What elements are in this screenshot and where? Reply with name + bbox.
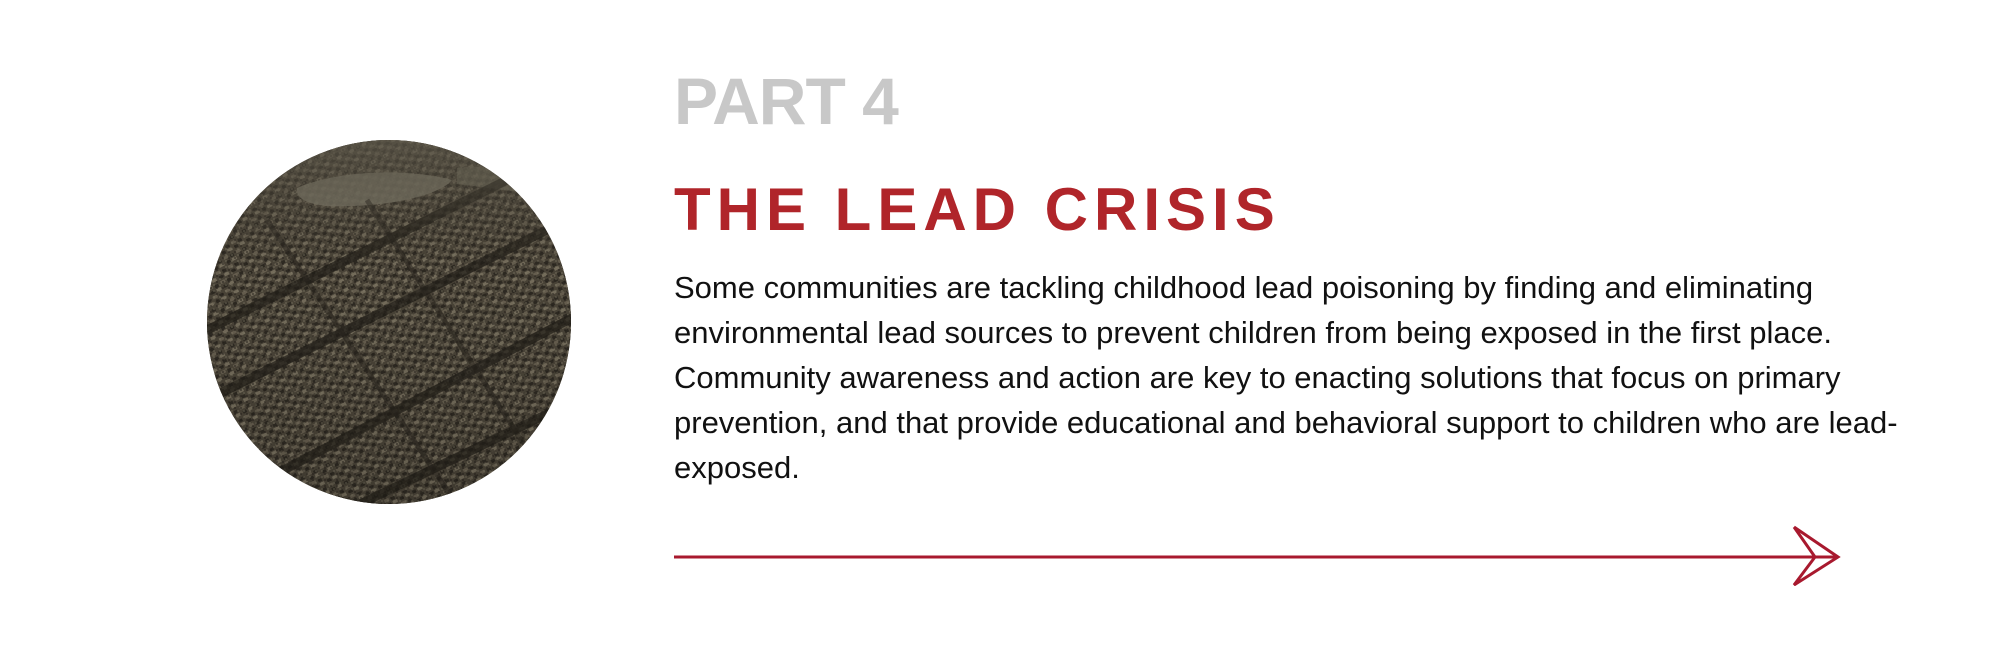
part-label: PART 4 bbox=[674, 64, 898, 138]
aerial-city-photo bbox=[207, 140, 571, 504]
arrow-right-icon bbox=[672, 522, 1844, 586]
aerial-city-photo-icon bbox=[207, 140, 571, 504]
section-title: THE LEAD CRISIS bbox=[674, 176, 1281, 243]
next-arrow-link[interactable] bbox=[672, 522, 1844, 586]
section-description: Some communities are tackling childhood lead poisoning by finding and eliminating environmental lead sources to prevent children from being exposed in the first place. Community awareness and action are key to enacting solutions that focus on primary prevention, and that provide educational and behavioral support to children who are lead-exposed. bbox=[674, 270, 1898, 485]
